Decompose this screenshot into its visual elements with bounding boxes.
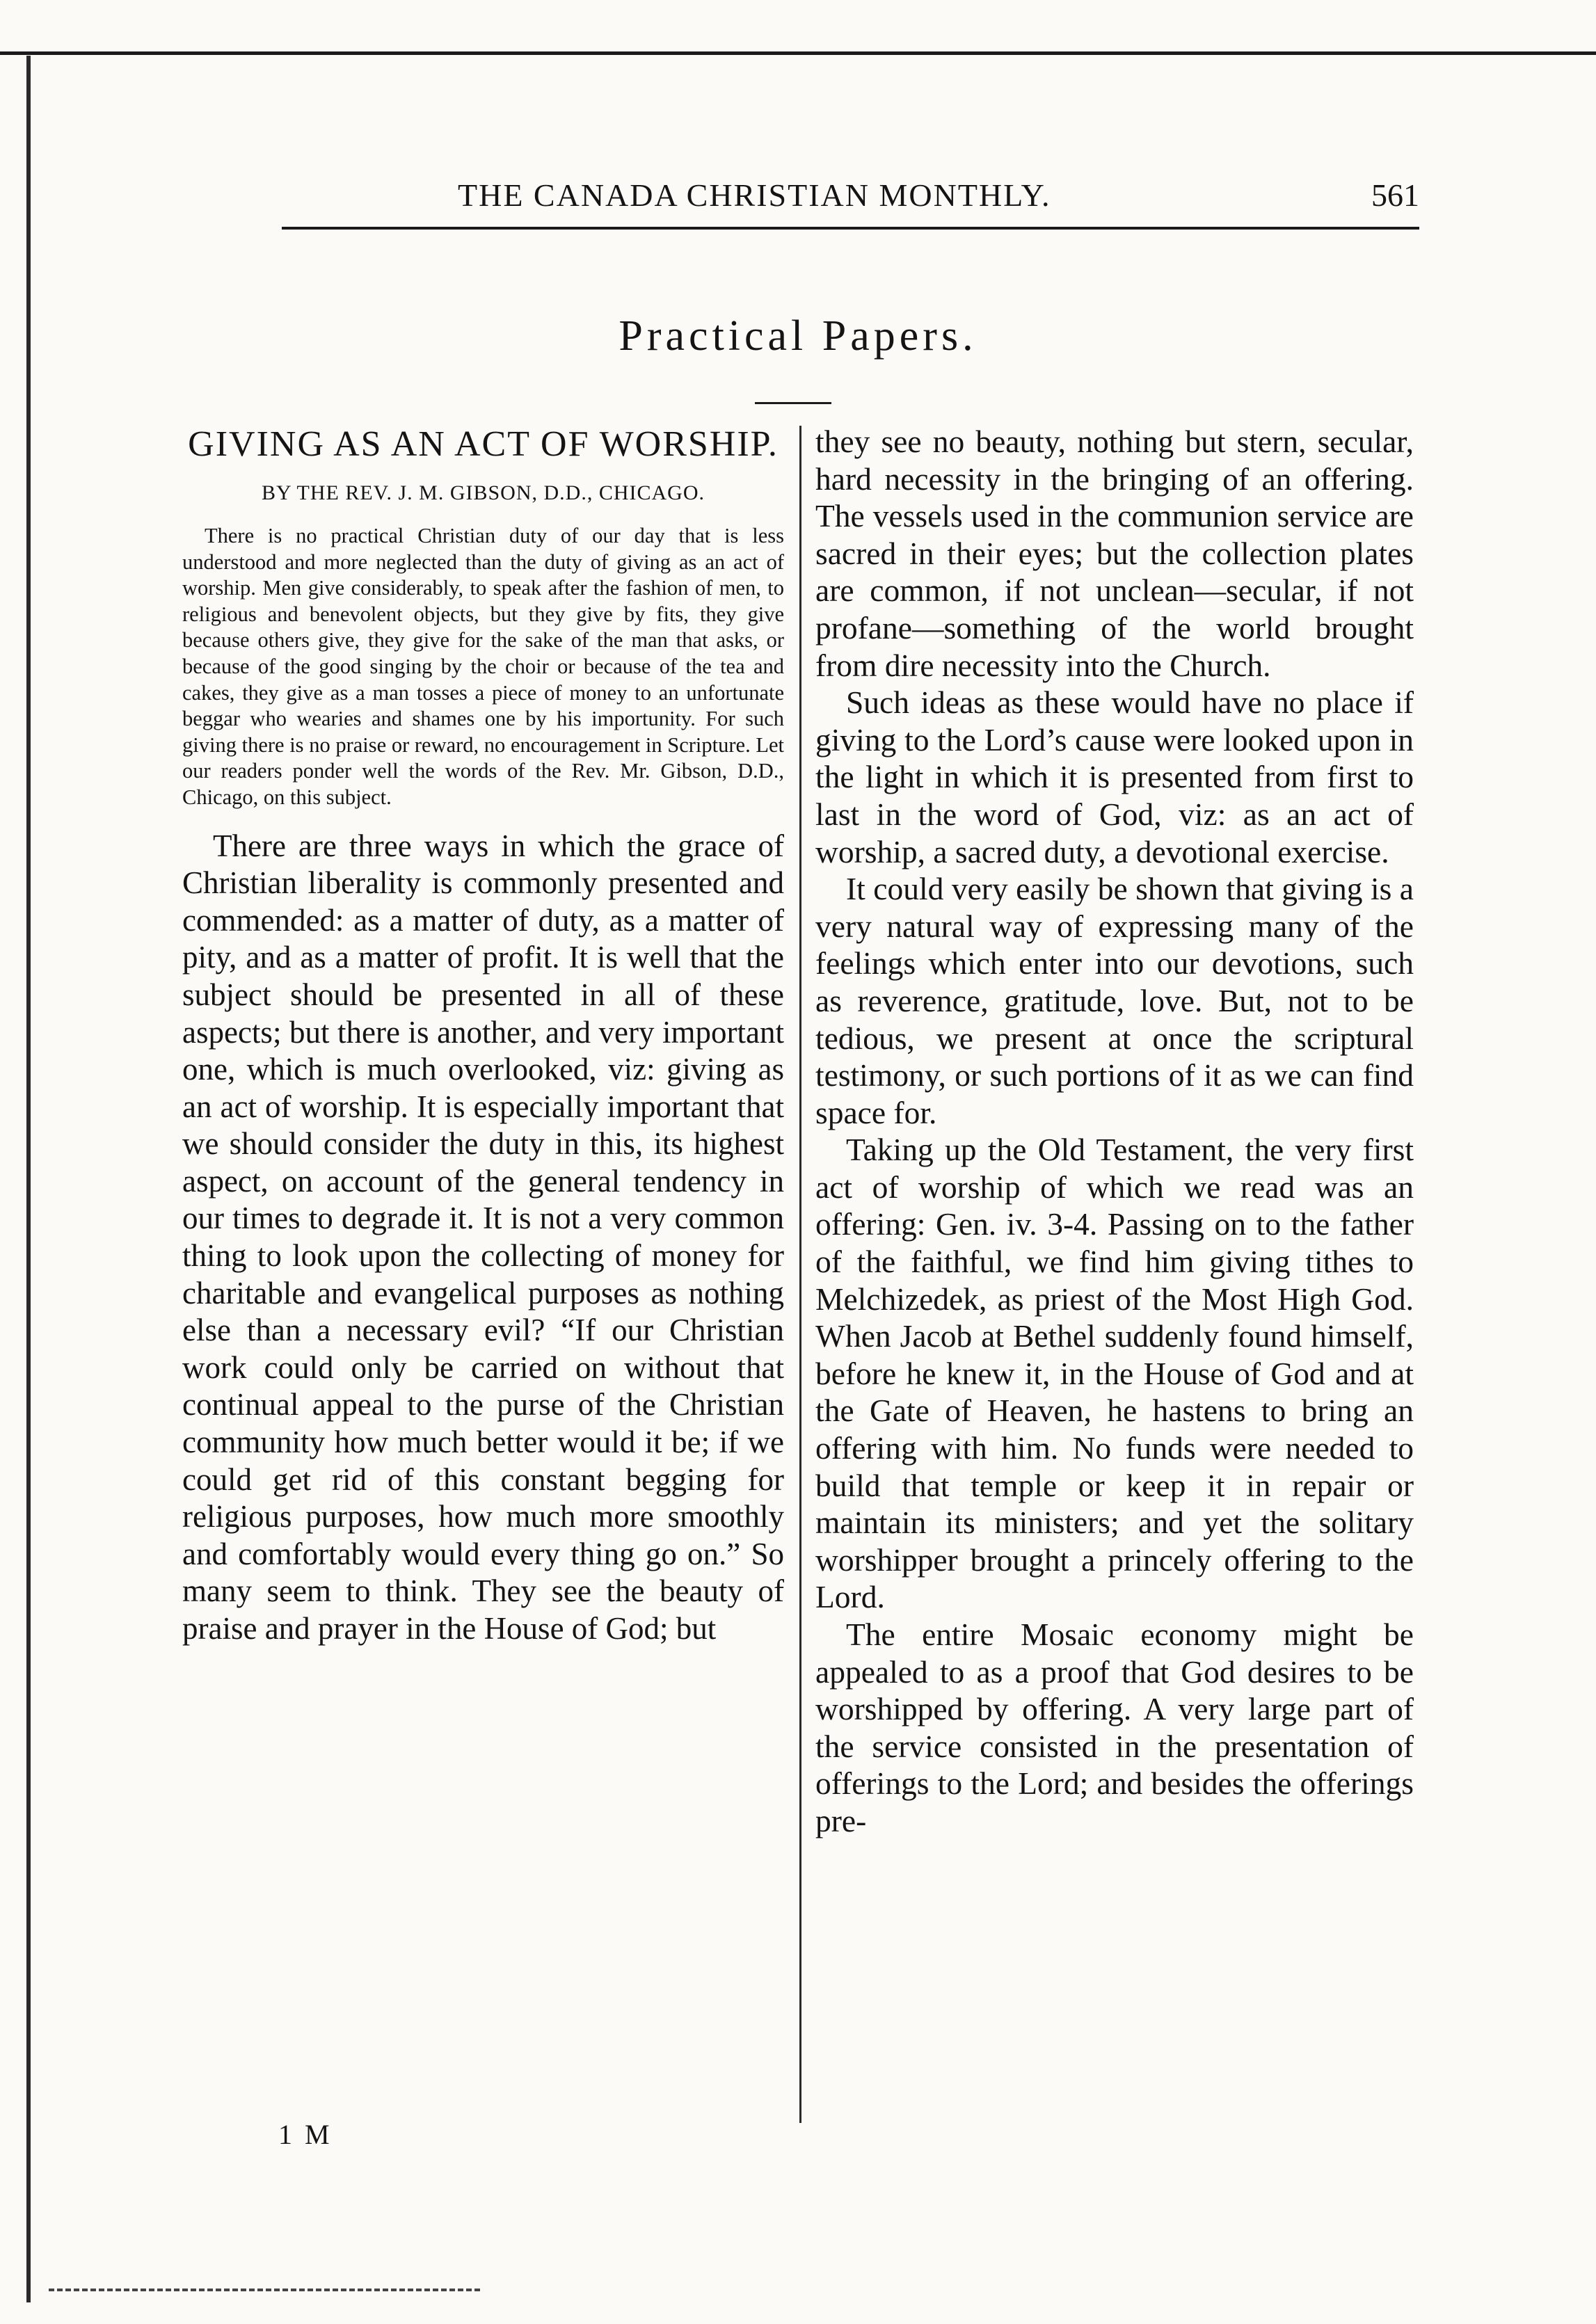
article-title: GIVING AS AN ACT OF WORSHIP. [188,424,779,464]
body-paragraph: Taking up the Old Testament, the very first act of worship of which we read was an offering: Gen. iv. 3-4. Passing on to the father of the faithful, we find him giving tithes to Melchizedek, as priest of the Most High God. When Jacob at Bethel suddenly found himself, before he knew it, in the House of God and at the Gate of Heaven, he hastens to bring an offering with him. No funds were needed to build that temple or keep it in repair or maintain its ministers; and yet the solitary worshipper brought a princely offering to the Lord. [815,1132,1414,1615]
signature-mark: 1 M [278,2119,333,2150]
body-paragraph: There are three ways in which the grace of Christian liberality is commonly presented and commended: as a matter of duty, as a matter of pity, and as a matter of profit. It is well that the subject should be presented in all of these aspects; but there is another, and very important one, which is much overlooked, viz: giving as an act of worship. It is especially important that we should consider the duty in this, its highest aspect, on account of the general tendency in our times to degrade it. It is not a very common thing to look upon the collecting of money for charitable and evangelical purposes as nothing else than a necessary evil? “If our Christian work could only be carried on without that continual appeal to the purse of the Christian community how much better would it be; if we could get rid of this constant begging for religious purposes, how much more smoothly and comfortably would every thing go on.” So many seem to think. They see the beauty of praise and prayer in the House of God; but [182,828,784,1646]
article-byline: BY THE REV. J. M. GIBSON, D.D., CHICAGO. [262,481,705,504]
column-divider [799,426,801,2123]
running-head [179,173,1419,228]
running-title: THE CANADA CHRISTIAN MONTHLY. [458,177,1051,213]
body-paragraph: Such ideas as these would have no place if giving to the Lord’s cause were looked upon in the light in which it is presented from first to last in the word of God, viz: as an act of worship, a sacred duty, a devotional exercise. [815,684,1414,870]
scan-edge-top [0,51,1596,61]
article-intro: There is no practical Christian duty of our day that is less understood and more neglected than the duty of giving as an act of worship. Men give considerably, to speak after the fashion of men, to religious and benevolent objects, but they give by fits, they give because others give, they give for the sake of the man that asks, or because of the good singing by the choir or because of the tea and cakes, they give as a man tosses a piece of money to an unfortunate beggar who wearies and shames one by his importunity. For such giving there is no praise or reward, no encouragement in Scripture. Let our readers ponder well the words of the Rev. Mr. Gibson, D.D., Chicago, on this subject. [182,524,784,809]
header-rule [282,227,1419,230]
section-rule [755,402,831,404]
body-paragraph: It could very easily be shown that giving is a very natural way of expressing many of the feelings which enter into our devotions, such as reverence, gratitude, love. But, not to be tedious, we present at once the scriptural testimony, or such portions of it as we can find space for. [815,871,1414,1130]
scan-edge-left [26,56,31,2302]
page-number: 561 [1371,177,1419,213]
body-paragraph: they see no beauty, nothing but stern, secular, hard necessity in the bringing of an offering. The vessels used in the communion service are sacred in their eyes; but the collection plates are common, if not unclean—secular, if not profane—something of the world brought from dire necessity into the Church. [815,424,1414,683]
right-column [815,423,1414,1840]
section-title: Practical Papers. [619,312,977,360]
body-paragraph: The entire Mosaic economy might be appealed to as a proof that God desires to be worshipped by offering. A very large part of the service consisted in the presentation of offerings to the Lord; and besides the offerings pre- [815,1617,1414,1838]
left-column [182,423,784,1648]
scan-edge-bottom [49,2289,480,2291]
